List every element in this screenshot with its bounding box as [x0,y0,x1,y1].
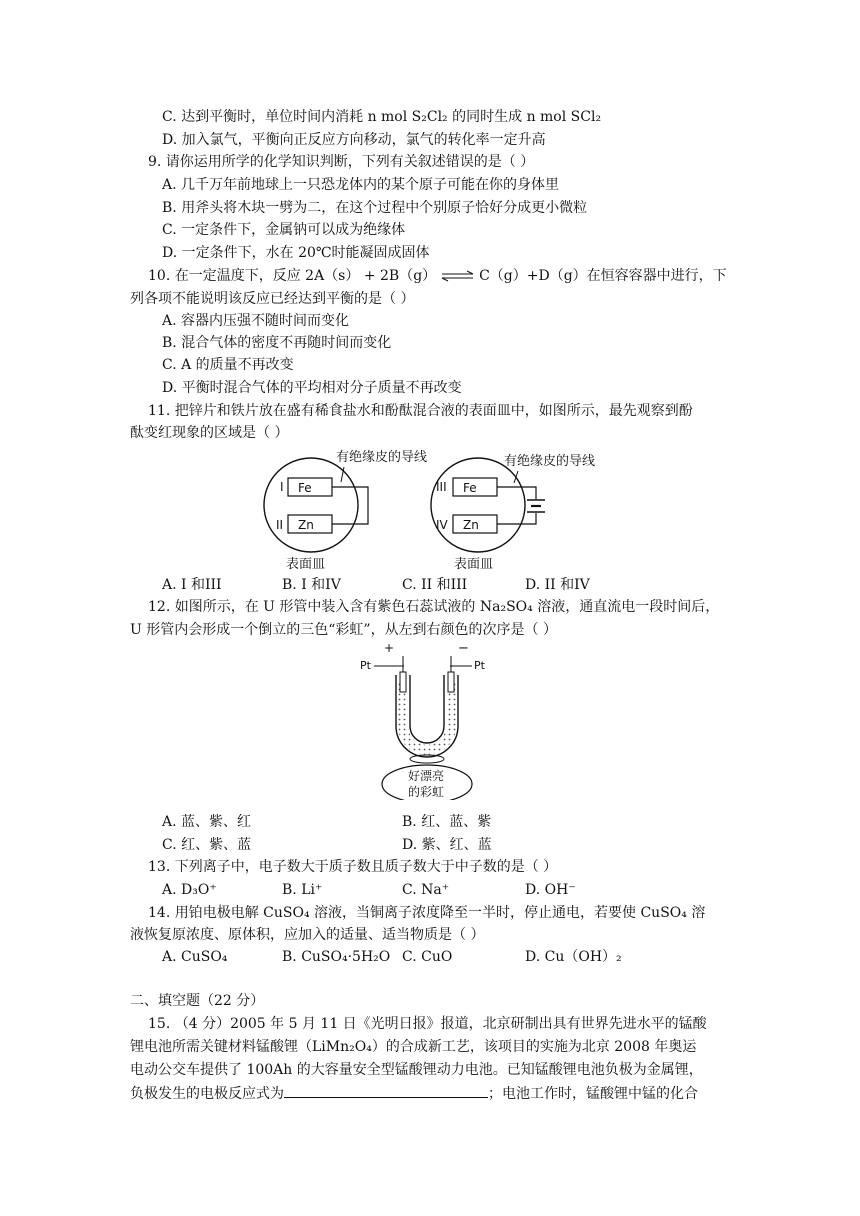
q10-stem-part1: 10. 在一定温度下，反应 2A（s） + 2B（g） [148,268,437,284]
q9-stem: 9. 请你运用所学的化学知识判断，下列有关叙述错误的是（ ） [148,154,535,170]
right-zn-label: Zn [463,518,479,532]
q10-option-d: D. 平衡时混合气体的平均相对分子质量不再改变 [162,380,462,396]
q10-option-c: C. A 的质量不再改变 [162,357,294,373]
q9-option-c: C. 一定条件下，金属钠可以成为绝缘体 [162,222,406,238]
region-ii-label: II [276,518,284,532]
plus-sign: + [384,642,395,655]
q10-stem-line2: 列各项不能说明该反应已经达到平衡的是（ ） [130,291,415,307]
solution-fill [398,682,456,755]
left-dish-circle [264,458,358,552]
q14-option-d: D. Cu（OH）₂ [525,949,622,965]
q15-line4-tail: ；电池工作时，锰酸锂中锰的化合 [488,1086,698,1102]
u-tube-inner [410,675,444,743]
q10-option-a: A. 容器内压强不随时间而变化 [162,313,350,329]
q11-stem: 11. 把锌片和铁片放在盛有稀食盐水和酚酞混合液的表面皿中，如图所示，最先观察到酚 [148,403,693,419]
q15-line4-text: 负极发生的电极反应式为 [130,1086,284,1102]
region-iii-label: III [436,480,447,494]
bubble-connector [410,755,444,763]
q12-stem-line2: U 形管内会形成一个倒立的三色“彩虹”，从左到右颜色的次序是（ ） [130,622,558,638]
q12-option-b: B. 红、蓝、紫 [402,814,492,830]
equilibrium-arrow-icon [441,270,475,282]
q13-stem: 13. 下列离子中，电子数大于质子数且质子数大于中子数的是（ ） [148,859,558,875]
q10-option-b: B. 混合气体的密度不再随时间而变化 [162,335,392,351]
pt-right-label: Pt [474,659,485,672]
minus-sign: − [458,642,469,656]
right-wire-bottom [497,513,536,524]
q12-option-a: A. 蓝、紫、红 [162,814,252,830]
q13-option-c: C. Na⁺ [402,882,450,898]
left-electrode [400,672,406,692]
q8-option-d: D. 加入氯气，平衡向正反应方向移动，氯气的转化率一定升高 [162,132,546,148]
right-electrode [448,672,454,692]
right-label-pointer [514,471,518,483]
q13-option-b: B. Li⁺ [282,882,323,898]
region-iv-label: IV [436,518,448,532]
bubble-text-1: 好漂亮 [408,769,445,783]
q14-stem-line2: 液恢复原浓度、原体积，应加入的适量、适当物质是（ ） [130,927,485,943]
right-wire-top [497,487,536,499]
q14-option-b: B. CuSO₄·5H₂O [282,949,391,965]
left-zn-label: Zn [298,518,314,532]
right-wire-label: 有绝缘皮的导线 [504,454,596,469]
right-dish-circle [431,458,525,552]
q10-stem [148,266,727,286]
q8-option-c: C. 达到平衡时，单位时间内消耗 n mol S₂Cl₂ 的同时生成 n mol SCl₂ [162,109,602,125]
right-dish-label: 表面皿 [454,557,494,572]
region-i-label: I [280,480,284,494]
answer-blank[interactable] [284,1083,488,1098]
q14-option-c: C. CuO [402,949,453,965]
left-wire [332,487,368,524]
q12-u-tube-figure [352,642,502,800]
q11-figure [256,447,616,572]
q9-option-b: B. 用斧头将木块一劈为二，在这个过程中个别原子恰好分成更小微粒 [162,200,588,216]
left-dish-label: 表面皿 [286,557,326,572]
q14-stem: 14. 用铂电极电解 CuSO₄ 溶液，当铜离子浓度降至一半时，停止通电，若要使 CuSO₄ 溶 [148,905,706,921]
q9-option-d: D. 一定条件下，水在 20℃时能凝固成固体 [162,245,430,261]
q11-option-c: C. II 和III [402,577,468,593]
q15-line4 [130,1083,698,1104]
section-heading: 二、填空题（22 分） [130,993,265,1009]
q11-stem-line2: 酞变红现象的区域是（ ） [130,425,289,441]
q9-option-a: A. 几千万年前地球上一只恐龙体内的某个原子可能在你的身体里 [162,177,560,193]
q11-option-b: B. I 和IV [282,577,341,593]
q12-stem: 12. 如图所示，在 U 形管中装入含有紫色石蕊试液的 Na₂SO₄ 溶液，通直流电一段时间后， [148,599,720,615]
right-apparatus [431,453,595,572]
q11-option-d: D. II 和IV [525,577,590,593]
q12-option-d: D. 紫、红、蓝 [402,837,492,853]
left-fe-label: Fe [298,481,312,495]
q15-line3: 电动公交车提供了 100Ah 的大容量安全型锰酸锂动力电池。已知锰酸锂电池负极为金属锂， [130,1062,703,1078]
bubble-text-2: 的彩虹 [408,785,445,799]
q15-line1: 15. （4 分）2005 年 5 月 11 日《光明日报》报道，北京研制出具有世界先进水平的锰酸 [148,1016,707,1032]
q14-option-a: A. CuSO₄ [162,949,228,965]
q15-line2: 锂电池所需关键材料锰酸锂（LiMn₂O₄）的合成新工艺，该项目的实施为北京 2008 年奥运 [130,1039,697,1055]
q10-stem-part2: C（g）+D（g）在恒容容器中进行，下 [479,268,727,284]
q13-option-a: A. D₃O⁺ [162,882,217,898]
right-fe-label: Fe [463,481,477,495]
left-wire-label: 有绝缘皮的导线 [336,450,428,465]
q13-option-d: D. OH⁻ [525,882,576,898]
pt-left-label: Pt [360,659,371,672]
left-apparatus [264,449,427,572]
q11-option-a: A. I 和III [162,577,222,593]
q12-option-c: C. 红、紫、蓝 [162,837,252,853]
